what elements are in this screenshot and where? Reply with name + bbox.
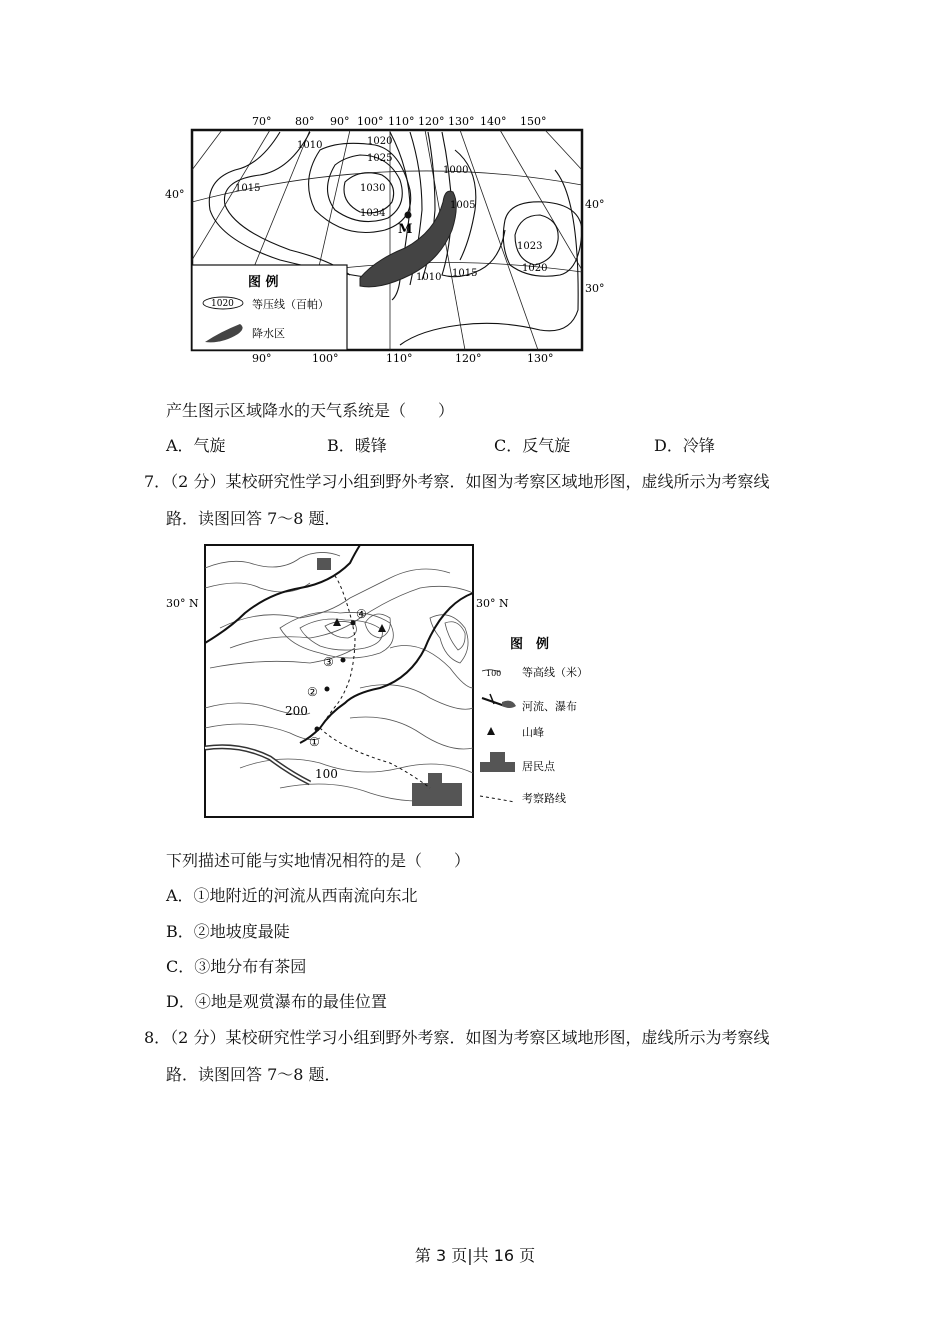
q8-line1: 8．（2 分）某校研究性学习小组到野外考察．如图为考察区域地形图，虚线所示为考察线 bbox=[144, 1028, 770, 1047]
point-3: ③ bbox=[323, 655, 334, 669]
point-4: ④ bbox=[356, 607, 367, 621]
svg-text:1005: 1005 bbox=[450, 200, 476, 211]
contour-label: 200 bbox=[285, 704, 308, 718]
svg-text:1020: 1020 bbox=[522, 263, 548, 274]
lon-label: 110° bbox=[388, 115, 415, 128]
q6-option-c[interactable]: C．反气旋 bbox=[494, 436, 571, 455]
lon-label: 150° bbox=[520, 115, 547, 128]
q7-option-a[interactable]: A．①地附近的河流从西南流向东北 bbox=[166, 886, 418, 905]
point-m bbox=[405, 212, 412, 219]
lat-label: 30° N bbox=[476, 597, 509, 610]
rain-area bbox=[360, 191, 456, 287]
svg-text:山峰: 山峰 bbox=[522, 726, 544, 739]
lon-label: 70° bbox=[252, 115, 272, 128]
svg-text:1000: 1000 bbox=[443, 165, 469, 176]
svg-text:图 例: 图 例 bbox=[248, 275, 279, 290]
svg-text:居民点: 居民点 bbox=[522, 760, 555, 773]
contour-label: 100 bbox=[315, 767, 338, 781]
lon-label: 110° bbox=[386, 352, 413, 365]
q7-stem: 下列描述可能与实地情况相符的是（ ） bbox=[166, 851, 471, 870]
lat-label: 40° bbox=[165, 188, 185, 201]
q7-line1: 7．（2 分）某校研究性学习小组到野外考察．如图为考察区域地形图，虚线所示为考察线 bbox=[144, 472, 770, 491]
q6-option-a[interactable]: A．气旋 bbox=[166, 436, 226, 455]
q6-option-b[interactable]: B．暖锋 bbox=[327, 436, 387, 455]
q7-line2: 路．读图回答 7～8 题． bbox=[166, 509, 341, 528]
lon-label: 100° bbox=[312, 352, 339, 365]
q8-line2: 路．读图回答 7～8 题． bbox=[166, 1065, 341, 1084]
terrain-map-figure bbox=[160, 538, 600, 823]
lon-label: 130° bbox=[448, 115, 475, 128]
lon-label: 130° bbox=[527, 352, 554, 365]
q7-option-b[interactable]: B．②地坡度最陡 bbox=[166, 922, 290, 941]
lat-label: 40° bbox=[585, 198, 605, 211]
svg-text:1015: 1015 bbox=[235, 183, 261, 194]
lon-label: 120° bbox=[455, 352, 482, 365]
weather-map-figure bbox=[160, 110, 605, 370]
lon-label: 100° bbox=[357, 115, 384, 128]
q7-option-c[interactable]: C．③地分布有茶园 bbox=[166, 957, 307, 976]
point-m-label: M bbox=[398, 222, 413, 237]
settlement bbox=[317, 558, 331, 570]
svg-text:100: 100 bbox=[486, 669, 502, 678]
lon-label: 90° bbox=[252, 352, 272, 365]
svg-text:1010: 1010 bbox=[416, 272, 442, 283]
point-2: ② bbox=[307, 685, 318, 699]
lat-label: 30° bbox=[585, 282, 605, 295]
page-number: 第 3 页|共 16 页 bbox=[414, 1246, 536, 1265]
svg-text:考察路线: 考察路线 bbox=[522, 792, 566, 805]
svg-text:等压线（百帕）: 等压线（百帕） bbox=[252, 298, 329, 311]
lon-label: 90° bbox=[330, 115, 350, 128]
terrain-legend bbox=[480, 636, 588, 805]
q6-stem: 产生图示区域降水的天气系统是（ ） bbox=[166, 401, 455, 420]
map-legend bbox=[192, 265, 347, 350]
svg-text:图 例: 图 例 bbox=[510, 637, 550, 652]
lat-label: 30° N bbox=[166, 597, 199, 610]
lon-label: 140° bbox=[480, 115, 507, 128]
svg-text:1034: 1034 bbox=[360, 208, 386, 219]
svg-text:1030: 1030 bbox=[360, 183, 386, 194]
svg-text:降水区: 降水区 bbox=[252, 327, 285, 340]
svg-text:1020: 1020 bbox=[367, 136, 393, 147]
lon-label: 120° bbox=[418, 115, 445, 128]
point-1: ① bbox=[309, 735, 320, 749]
svg-text:等高线（米）: 等高线（米） bbox=[522, 666, 588, 679]
q6-option-d[interactable]: D．冷锋 bbox=[654, 436, 715, 455]
svg-text:河流、瀑布: 河流、瀑布 bbox=[522, 700, 577, 713]
svg-text:1010: 1010 bbox=[297, 140, 323, 151]
svg-text:1020: 1020 bbox=[211, 299, 234, 309]
svg-text:1023: 1023 bbox=[517, 241, 543, 252]
svg-text:1015: 1015 bbox=[452, 268, 478, 279]
lon-label: 80° bbox=[295, 115, 315, 128]
q7-option-d[interactable]: D．④地是观赏瀑布的最佳位置 bbox=[166, 992, 387, 1011]
svg-text:1025: 1025 bbox=[367, 153, 393, 164]
